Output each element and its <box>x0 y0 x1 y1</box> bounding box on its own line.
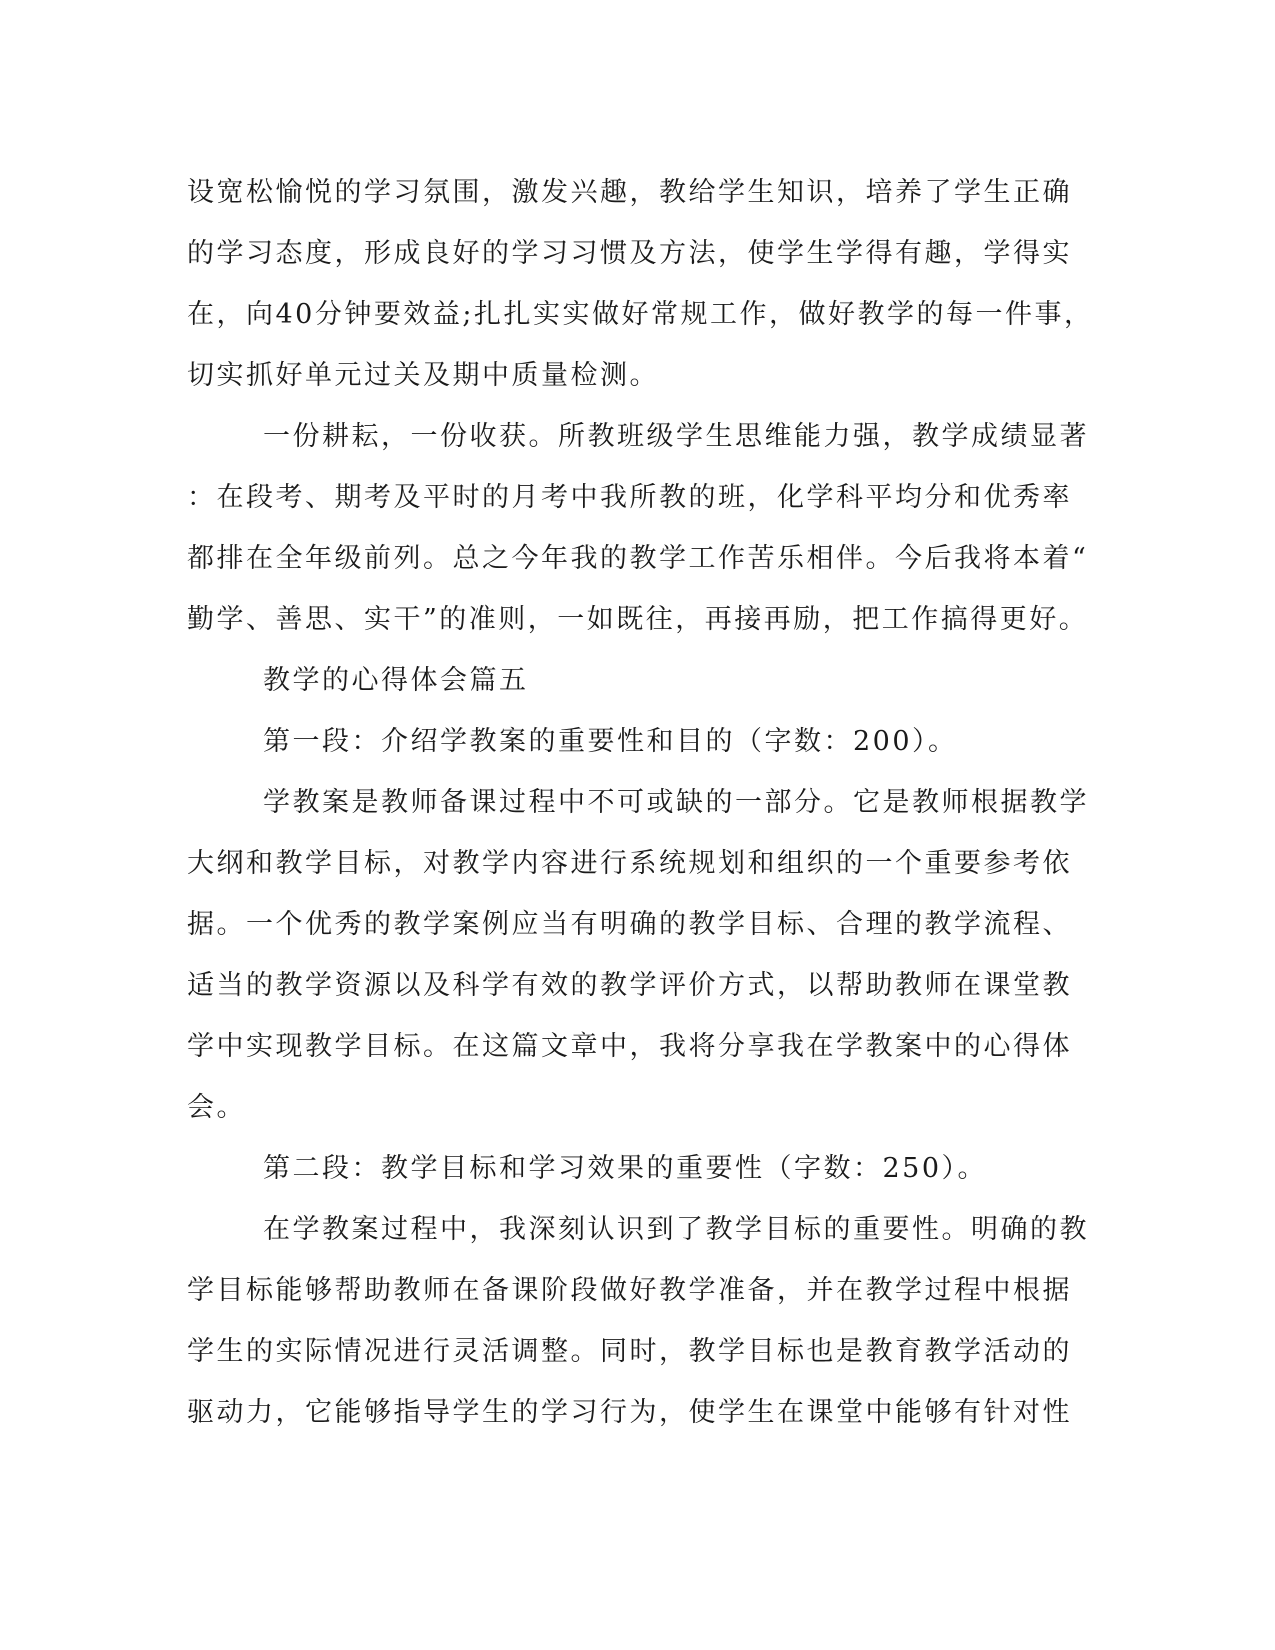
text-line: 适当的教学资源以及科学有效的教学评价方式，以帮助教师在课堂教 <box>187 970 1072 1001</box>
text-line: 在，向40分钟要效益;扎扎实实做好常规工作，做好教学的每一件事， <box>187 299 1094 330</box>
text-line: 大纲和教学目标，对教学内容进行系统规划和组织的一个重要参考依 <box>187 848 1072 879</box>
subsection-heading: 第二段：教学目标和学习效果的重要性（字数：250）。 <box>263 1153 988 1184</box>
text-line: 勤学、善思、实干”的准则，一如既往，再接再励，把工作搞得更好。 <box>187 604 1089 635</box>
text-line: 学目标能够帮助教师在备课阶段做好教学准备，并在教学过程中根据 <box>187 1275 1072 1306</box>
text-line: 的学习态度，形成良好的学习习惯及方法，使学生学得有趣，学得实 <box>187 238 1072 269</box>
text-line: 学中实现教学目标。在这篇文章中，我将分享我在学教案中的心得体 <box>187 1031 1072 1062</box>
text-line: 驱动力，它能够指导学生的学习行为，使学生在课堂中能够有针对性 <box>187 1397 1072 1428</box>
text-line: ：在段考、期考及平时的月考中我所教的班，化学科平均分和优秀率 <box>187 482 1072 513</box>
subsection-heading: 第一段：介绍学教案的重要性和目的（字数：200）。 <box>263 726 958 757</box>
document-body <box>187 162 1094 1443</box>
text-line: 都排在全年级前列。总之今年我的教学工作苦乐相伴。今后我将本着“ <box>187 543 1089 574</box>
text-line: 设宽松愉悦的学习氛围，激发兴趣，教给学生知识，培养了学生正确 <box>187 177 1072 208</box>
paragraph-start-line: 一份耕耘，一份收获。所教班级学生思维能力强，教学成绩显著 <box>263 421 1089 452</box>
paragraph-start-line: 在学教案过程中，我深刻认识到了教学目标的重要性。明确的教 <box>263 1214 1089 1245</box>
text-line: 据。一个优秀的教学案例应当有明确的教学目标、合理的教学流程、 <box>187 909 1072 940</box>
paragraph-start-line: 学教案是教师备课过程中不可或缺的一部分。它是教师根据教学 <box>263 787 1089 818</box>
text-line: 会。 <box>187 1092 246 1123</box>
text-line: 学生的实际情况进行灵活调整。同时，教学目标也是教育教学活动的 <box>187 1336 1072 1367</box>
text-line: 切实抓好单元过关及期中质量检测。 <box>187 360 659 391</box>
section-heading: 教学的心得体会篇五 <box>263 665 529 696</box>
